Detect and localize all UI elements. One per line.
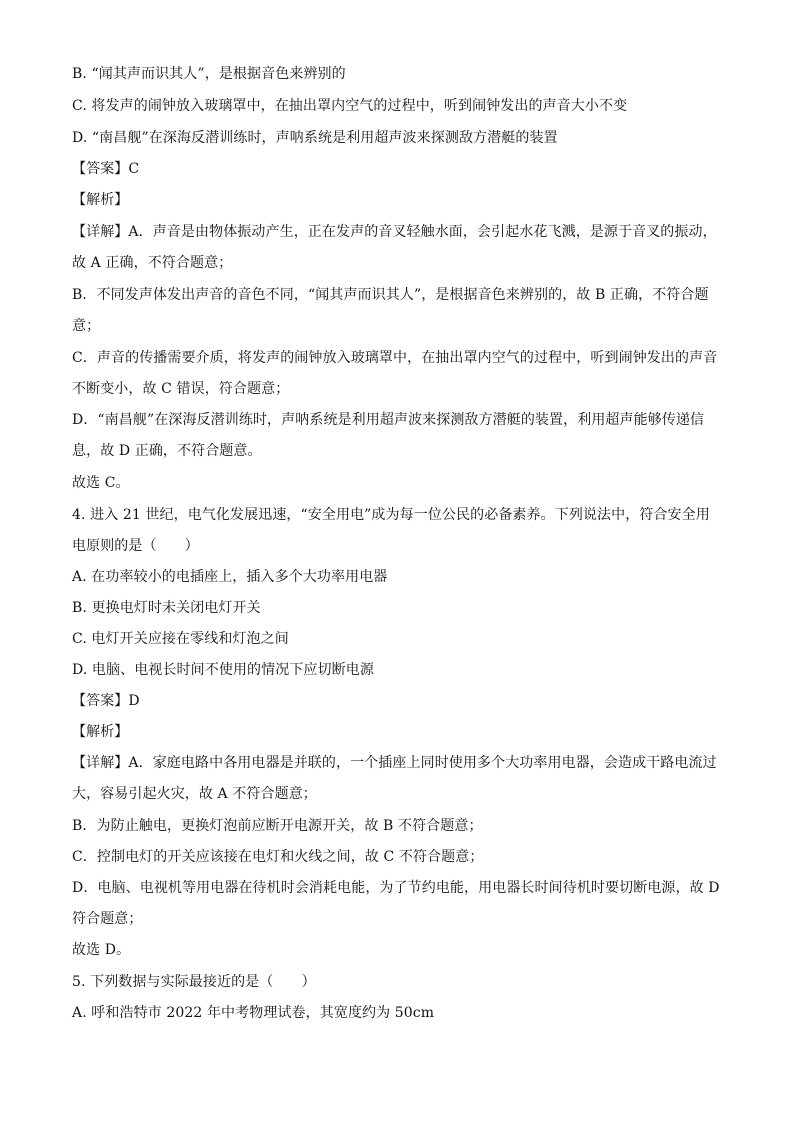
detail-line: D．电脑、电视机等用电器在待机时会消耗电能，为了节约电能，用电器长时间待机时要切断电源，故 D <box>72 880 720 896</box>
detail-line: 息，故 D 正确，不符合题意。 <box>72 443 262 459</box>
option-d-line: D. 电脑、电视长时间不使用的情况下应切断电源 <box>72 662 374 678</box>
detail-line: 故 A 正确，不符合题意； <box>72 255 233 271</box>
answer-line: 【答案】C <box>72 161 140 177</box>
analysis-heading: 【解析】 <box>72 724 129 740</box>
answer-line: 【答案】D <box>72 693 140 709</box>
detail-line: 不断变小，故 C 错误，符合题意； <box>72 381 290 397</box>
option-c-line: C. 将发声的闹钟放入玻璃罩中，在抽出罩内空气的过程中，听到闹钟发出的声音大小不变 <box>72 98 628 114</box>
detail-line: B．为防止触电，更换灯泡前应断开电源开关，故 B 不符合题意； <box>72 818 483 834</box>
detail-line: C．控制电灯的开关应该接在电灯和火线之间，故 C 不符合题意； <box>72 849 484 865</box>
option-b-line: B. 更换电灯时未关闭电灯开关 <box>72 600 261 616</box>
detail-line: 符合题意； <box>72 911 143 927</box>
detail-line: 大，容易引起火灾，故 A 不符合题意； <box>72 786 317 802</box>
analysis-heading: 【解析】 <box>72 192 129 208</box>
option-b-line: B. “闻其声而识其人”，是根据音色来辨别的 <box>72 66 346 82</box>
detail-line: 意； <box>72 318 101 334</box>
conclusion-line: 故选 C。 <box>72 475 130 491</box>
detail-line: 【详解】A．声音是由物体振动产生，正在发声的音叉轻触水面，会引起水花飞溅，是源于音叉的振动， <box>72 224 717 240</box>
option-c-line: C. 电灯开关应接在零线和灯泡之间 <box>72 631 289 647</box>
detail-line: C．声音的传播需要介质，将发声的闹钟放入玻璃罩中，在抽出罩内空气的过程中，听到闹钟发出的声音 <box>72 350 718 366</box>
detail-line: B．不同发声体发出声音的音色不同，“闻其声而识其人”，是根据音色来辨别的，故 B 正确，不符合题 <box>72 287 709 303</box>
question-4-stem: 4. 进入 21 世纪，电气化发展迅速，“安全用电”成为每一位公民的必备素养。下列说法中，符合安全用 <box>72 507 710 523</box>
option-a-line: A. 在功率较小的电插座上，插入多个大功率用电器 <box>72 569 388 585</box>
option-a-line: A. 呼和浩特市 2022 年中考物理试卷，其宽度约为 50cm <box>72 1005 435 1021</box>
conclusion-line: 故选 D。 <box>72 942 131 958</box>
question-4-stem: 电原则的是（ ） <box>72 538 199 554</box>
detail-line: 【详解】A．家庭电路中各用电器是并联的，一个插座上同时使用多个大功率用电器，会造成干路电流过 <box>72 755 717 771</box>
question-5-stem: 5. 下列数据与实际最接近的是（ ） <box>72 974 316 990</box>
option-d-line: D. “南昌舰”在深海反潜训练时，声呐系统是利用超声波来探测敌方潜艇的装置 <box>72 130 558 146</box>
detail-line: D．“南昌舰”在深海反潜训练时，声呐系统是利用超声波来探测敌方潜艇的装置，利用超声能够传递信 <box>72 412 705 428</box>
